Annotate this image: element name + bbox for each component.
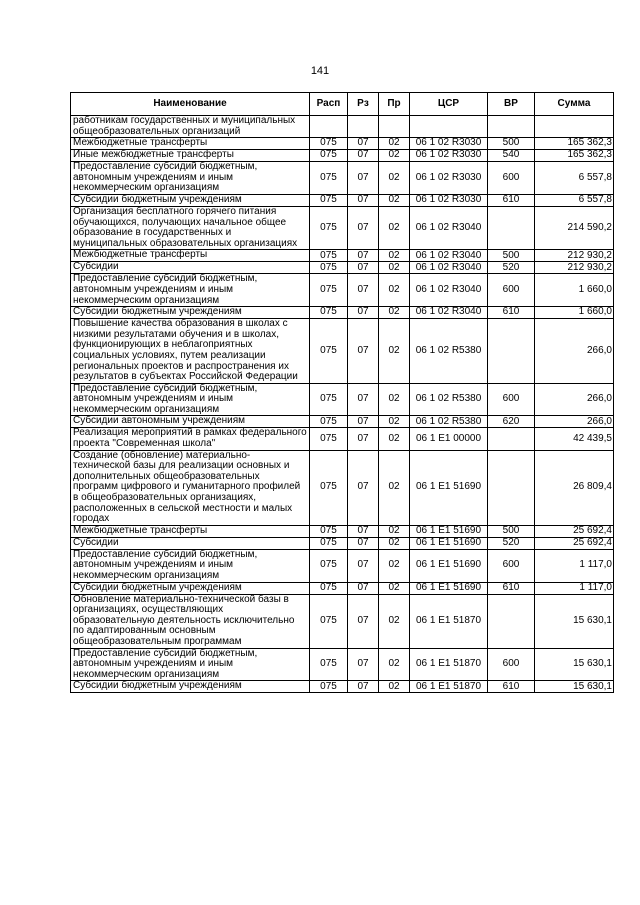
cell-rasp: 075 <box>310 138 348 150</box>
col-header-sum: Сумма <box>535 93 614 116</box>
cell-rz <box>348 116 379 138</box>
cell-sum: 15 630,1 <box>535 594 614 648</box>
cell-csr: 06 1 02 R3030 <box>410 138 488 150</box>
cell-csr: 06 1 E1 51690 <box>410 582 488 594</box>
cell-csr: 06 1 02 R3040 <box>410 250 488 262</box>
cell-sum: 212 930,2 <box>535 262 614 274</box>
header-row <box>71 93 614 116</box>
cell-vr: 610 <box>488 194 535 206</box>
cell-vr: 500 <box>488 250 535 262</box>
cell-rz: 07 <box>348 162 379 195</box>
cell-rz: 07 <box>348 250 379 262</box>
cell-rz: 07 <box>348 138 379 150</box>
col-header-name: Наименование <box>71 93 310 116</box>
cell-name: Предоставление субсидий бюджетным, автономным учреждениям и иным некоммерческим организациям <box>71 274 310 307</box>
cell-csr: 06 1 E1 51690 <box>410 549 488 582</box>
cell-csr <box>410 116 488 138</box>
cell-name: Обновление материально-технической базы в организациях, осуществляющих образовательную деятельность исключительно по адаптированным основным общеобразовательным программам <box>71 594 310 648</box>
cell-pr: 02 <box>379 383 410 416</box>
cell-rasp: 075 <box>310 582 348 594</box>
cell-vr <box>488 206 535 249</box>
cell-pr: 02 <box>379 250 410 262</box>
cell-rz: 07 <box>348 648 379 681</box>
cell-rz: 07 <box>348 150 379 162</box>
cell-rasp: 075 <box>310 525 348 537</box>
cell-vr: 600 <box>488 383 535 416</box>
cell-name: Субсидии <box>71 537 310 549</box>
cell-sum: 266,0 <box>535 383 614 416</box>
cell-csr: 06 1 02 R3040 <box>410 307 488 319</box>
cell-csr: 06 1 E1 51690 <box>410 450 488 525</box>
col-header-rasp: Расп <box>310 93 348 116</box>
table-row <box>71 116 614 138</box>
cell-csr: 06 1 E1 51690 <box>410 525 488 537</box>
table-row <box>71 250 614 262</box>
cell-rz: 07 <box>348 681 379 693</box>
cell-pr: 02 <box>379 206 410 249</box>
cell-rasp: 075 <box>310 194 348 206</box>
cell-pr: 02 <box>379 162 410 195</box>
cell-sum <box>535 116 614 138</box>
cell-pr: 02 <box>379 525 410 537</box>
table-row <box>71 549 614 582</box>
cell-pr: 02 <box>379 194 410 206</box>
cell-name: Предоставление субсидий бюджетным, автономным учреждениям и иным некоммерческим организациям <box>71 549 310 582</box>
table-row <box>71 582 614 594</box>
cell-rasp: 075 <box>310 319 348 384</box>
cell-pr: 02 <box>379 681 410 693</box>
cell-vr <box>488 450 535 525</box>
cell-vr: 600 <box>488 274 535 307</box>
cell-sum: 15 630,1 <box>535 681 614 693</box>
cell-name: Предоставление субсидий бюджетным, автономным учреждениям и иным некоммерческим организациям <box>71 648 310 681</box>
cell-pr: 02 <box>379 648 410 681</box>
cell-name: Создание (обновление) материально-технической базы для реализации основных и дополнительных общеобразовательных программ цифрового и гуманитарного профилей в общеобразовательных организациях, расположенных в сельской местности и малых городах <box>71 450 310 525</box>
table-row <box>71 594 614 648</box>
cell-csr: 06 1 E1 51690 <box>410 537 488 549</box>
cell-rz: 07 <box>348 525 379 537</box>
cell-pr: 02 <box>379 307 410 319</box>
cell-sum: 1 117,0 <box>535 582 614 594</box>
cell-csr: 06 1 02 R3030 <box>410 162 488 195</box>
cell-name: работникам государственных и муниципальных общеобразовательных организаций <box>71 116 310 138</box>
table-row <box>71 307 614 319</box>
table-row <box>71 537 614 549</box>
cell-rz: 07 <box>348 274 379 307</box>
cell-name: Субсидии <box>71 262 310 274</box>
cell-name: Субсидии автономным учреждениям <box>71 416 310 428</box>
cell-csr: 06 1 02 R3040 <box>410 262 488 274</box>
cell-vr <box>488 116 535 138</box>
cell-sum: 1 660,0 <box>535 274 614 307</box>
cell-vr: 500 <box>488 525 535 537</box>
cell-sum: 25 692,4 <box>535 525 614 537</box>
cell-rz: 07 <box>348 194 379 206</box>
cell-name: Субсидии бюджетным учреждениям <box>71 681 310 693</box>
table-row <box>71 525 614 537</box>
cell-rz: 07 <box>348 319 379 384</box>
cell-name: Межбюджетные трансферты <box>71 250 310 262</box>
cell-pr: 02 <box>379 582 410 594</box>
cell-pr: 02 <box>379 150 410 162</box>
cell-sum: 214 590,2 <box>535 206 614 249</box>
cell-vr: 610 <box>488 307 535 319</box>
cell-csr: 06 1 02 R5380 <box>410 383 488 416</box>
cell-name: Организация бесплатного горячего питания обучающихся, получающих начальное общее образование в государственных и муниципальных образовательных организациях <box>71 206 310 249</box>
cell-name: Повышение качества образования в школах с низкими результатами обучения и в школах, функционирующих в неблагоприятных социальных условиях, путем реализации региональных проектов и распространения их результатов в субъектах Российской Федерации <box>71 319 310 384</box>
cell-csr: 06 1 02 R3030 <box>410 150 488 162</box>
cell-vr: 600 <box>488 162 535 195</box>
cell-rasp: 075 <box>310 416 348 428</box>
cell-name: Предоставление субсидий бюджетным, автономным учреждениям и иным некоммерческим организациям <box>71 383 310 416</box>
table-row <box>71 138 614 150</box>
table-row <box>71 194 614 206</box>
cell-rasp: 075 <box>310 274 348 307</box>
col-header-rz: Рз <box>348 93 379 116</box>
cell-rasp: 075 <box>310 681 348 693</box>
cell-sum: 165 362,3 <box>535 138 614 150</box>
cell-pr: 02 <box>379 428 410 450</box>
cell-rasp: 075 <box>310 383 348 416</box>
table-row <box>71 206 614 249</box>
cell-name: Межбюджетные трансферты <box>71 525 310 537</box>
cell-rz: 07 <box>348 206 379 249</box>
cell-sum: 6 557,8 <box>535 194 614 206</box>
col-header-vr: ВР <box>488 93 535 116</box>
table-row <box>71 274 614 307</box>
col-header-pr: Пр <box>379 93 410 116</box>
cell-sum: 26 809,4 <box>535 450 614 525</box>
cell-rasp: 075 <box>310 307 348 319</box>
cell-vr: 520 <box>488 262 535 274</box>
cell-vr: 610 <box>488 582 535 594</box>
cell-csr: 06 1 E1 51870 <box>410 681 488 693</box>
cell-rz: 07 <box>348 428 379 450</box>
cell-rz: 07 <box>348 537 379 549</box>
table-row <box>71 162 614 195</box>
cell-rasp: 075 <box>310 262 348 274</box>
cell-sum: 165 362,3 <box>535 150 614 162</box>
cell-csr: 06 1 E1 51870 <box>410 648 488 681</box>
cell-rz: 07 <box>348 549 379 582</box>
cell-sum: 1 660,0 <box>535 307 614 319</box>
cell-rasp: 075 <box>310 428 348 450</box>
table-row <box>71 648 614 681</box>
page-number: 141 <box>310 65 330 77</box>
cell-name: Межбюджетные трансферты <box>71 138 310 150</box>
cell-rasp: 075 <box>310 162 348 195</box>
cell-rasp: 075 <box>310 250 348 262</box>
cell-vr: 600 <box>488 549 535 582</box>
cell-rasp: 075 <box>310 549 348 582</box>
cell-name: Субсидии бюджетным учреждениям <box>71 194 310 206</box>
cell-csr: 06 1 02 R3030 <box>410 194 488 206</box>
cell-sum: 15 630,1 <box>535 648 614 681</box>
cell-name: Субсидии бюджетным учреждениям <box>71 582 310 594</box>
cell-name: Субсидии бюджетным учреждениям <box>71 307 310 319</box>
cell-csr: 06 1 02 R5380 <box>410 416 488 428</box>
cell-pr: 02 <box>379 450 410 525</box>
cell-vr: 500 <box>488 138 535 150</box>
table-row <box>71 450 614 525</box>
cell-pr <box>379 116 410 138</box>
cell-sum: 1 117,0 <box>535 549 614 582</box>
cell-rasp <box>310 116 348 138</box>
cell-rz: 07 <box>348 594 379 648</box>
table-row <box>71 150 614 162</box>
cell-vr: 620 <box>488 416 535 428</box>
cell-rz: 07 <box>348 262 379 274</box>
cell-rasp: 075 <box>310 206 348 249</box>
cell-sum: 25 692,4 <box>535 537 614 549</box>
table-row <box>71 681 614 693</box>
cell-csr: 06 1 E1 51870 <box>410 594 488 648</box>
cell-rz: 07 <box>348 416 379 428</box>
cell-rasp: 075 <box>310 150 348 162</box>
cell-rz: 07 <box>348 450 379 525</box>
cell-vr <box>488 594 535 648</box>
cell-vr <box>488 319 535 384</box>
cell-vr: 610 <box>488 681 535 693</box>
cell-vr <box>488 428 535 450</box>
cell-sum: 42 439,5 <box>535 428 614 450</box>
cell-pr: 02 <box>379 537 410 549</box>
cell-pr: 02 <box>379 416 410 428</box>
cell-sum: 212 930,2 <box>535 250 614 262</box>
table-row <box>71 319 614 384</box>
cell-name: Предоставление субсидий бюджетным, автономным учреждениям и иным некоммерческим организациям <box>71 162 310 195</box>
cell-rz: 07 <box>348 582 379 594</box>
cell-sum: 266,0 <box>535 416 614 428</box>
cell-vr: 520 <box>488 537 535 549</box>
col-header-csr: ЦСР <box>410 93 488 116</box>
cell-csr: 06 1 E1 00000 <box>410 428 488 450</box>
cell-pr: 02 <box>379 549 410 582</box>
table-row <box>71 428 614 450</box>
cell-pr: 02 <box>379 274 410 307</box>
cell-sum: 266,0 <box>535 319 614 384</box>
cell-sum: 6 557,8 <box>535 162 614 195</box>
table-row <box>71 383 614 416</box>
cell-pr: 02 <box>379 138 410 150</box>
cell-pr: 02 <box>379 262 410 274</box>
budget-table <box>70 92 614 693</box>
cell-pr: 02 <box>379 319 410 384</box>
cell-rasp: 075 <box>310 450 348 525</box>
cell-csr: 06 1 02 R3040 <box>410 206 488 249</box>
cell-name: Реализация мероприятий в рамках федерального проекта "Современная школа" <box>71 428 310 450</box>
cell-rasp: 075 <box>310 594 348 648</box>
cell-rz: 07 <box>348 307 379 319</box>
cell-csr: 06 1 02 R5380 <box>410 319 488 384</box>
cell-csr: 06 1 02 R3040 <box>410 274 488 307</box>
cell-pr: 02 <box>379 594 410 648</box>
cell-name: Иные межбюджетные трансферты <box>71 150 310 162</box>
cell-rasp: 075 <box>310 537 348 549</box>
cell-vr: 540 <box>488 150 535 162</box>
cell-rasp: 075 <box>310 648 348 681</box>
cell-vr: 600 <box>488 648 535 681</box>
cell-rz: 07 <box>348 383 379 416</box>
